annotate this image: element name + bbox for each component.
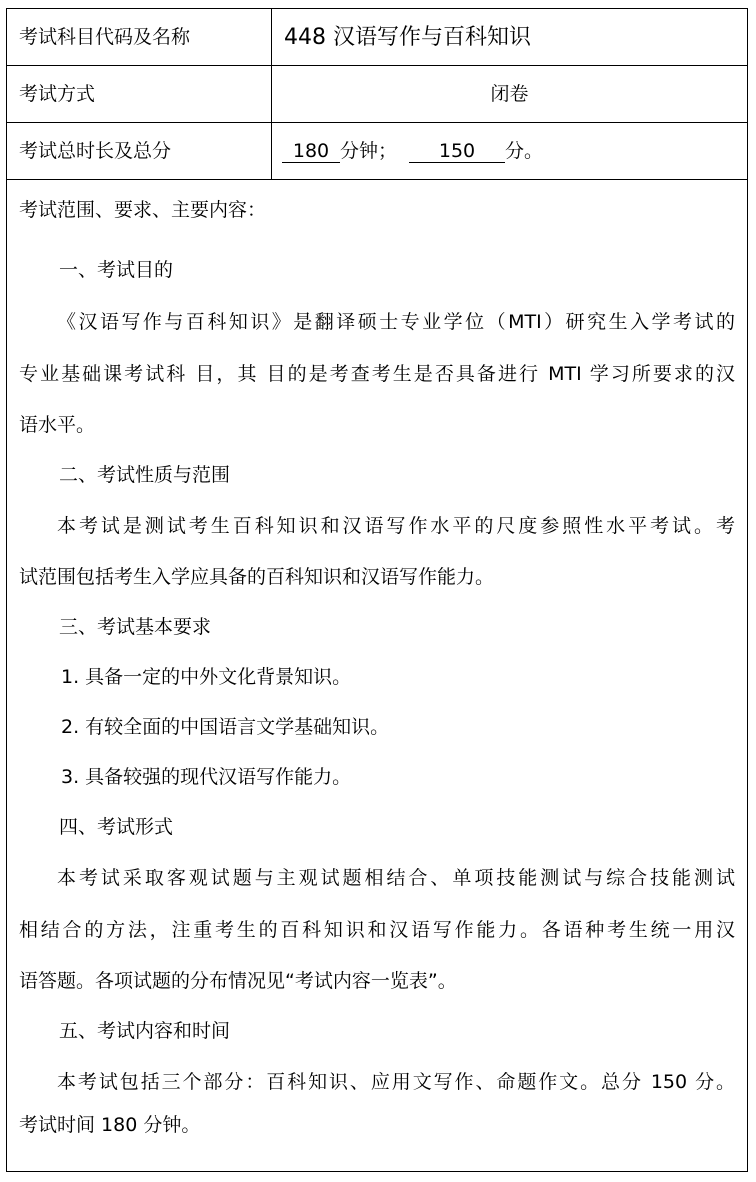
section-5-paragraph-line: 考试时间 180 分钟。 [19, 1114, 201, 1136]
subject-label: 考试科目代码及名称 [7, 9, 272, 65]
exam-info-table [6, 8, 748, 1172]
section-1-title: 一、考试目的 [59, 259, 174, 281]
points-blank: 150 [409, 140, 505, 163]
requirement-item: 2. 有较全面的中国语言文学基础知识。 [61, 716, 390, 738]
section-5-title: 五、考试内容和时间 [59, 1020, 231, 1042]
section-4-paragraph-line: 本考试采取客观试题与主观试题相结合、单项技能测试与综合技能测试 [57, 867, 735, 889]
section-4-paragraph-line: 语答题。各项试题的分布情况见“考试内容一览表”。 [19, 970, 457, 992]
duration-score-value [272, 123, 747, 179]
section-2-title: 二、考试性质与范围 [59, 464, 231, 486]
section-2-paragraph-line: 本考试是测试考生百科知识和汉语写作水平的尺度参照性水平考试。考 [57, 515, 735, 537]
section-3-title: 三、考试基本要求 [59, 616, 212, 638]
minutes-unit: 分钟； [340, 140, 398, 162]
subject-value: 448 汉语写作与百科知识 [284, 25, 531, 50]
section-4-title: 四、考试形式 [59, 816, 174, 838]
duration-score-row [7, 123, 747, 180]
section-4-paragraph-line: 相结合的方法，注重考生的百科知识和汉语写作能力。各语种考生统一用汉 [19, 919, 735, 941]
exam-mode-label: 考试方式 [7, 66, 272, 122]
minutes-blank: 180 [282, 140, 340, 163]
section-1-paragraph-line: 语水平。 [19, 414, 96, 436]
requirement-item: 3. 具备较强的现代汉语写作能力。 [61, 766, 352, 788]
section-5-paragraph-line: 本考试包括三个部分：百科知识、应用文写作、命题作文。总分 150 分。 [57, 1071, 735, 1093]
duration-score-label: 考试总时长及总分 [7, 123, 272, 179]
section-2-paragraph-line: 试范围包括考生入学应具备的百科知识和汉语写作能力。 [19, 566, 495, 588]
content-body [7, 180, 747, 1171]
exam-mode-row [7, 66, 747, 123]
exam-mode-value: 闭卷 [490, 83, 529, 105]
requirement-item: 1. 具备一定的中外文化背景知识。 [61, 666, 352, 688]
subject-row [7, 9, 747, 66]
section-1-paragraph-line: 专业基础课考试科 目，其 目的是考查考生是否具备进行 MTI 学习所要求的汉 [19, 363, 735, 385]
points-unit: 分。 [505, 140, 544, 162]
content-heading: 考试范围、要求、主要内容： [19, 199, 267, 221]
section-1-paragraph-line: 《汉语写作与百科知识》是翻译硕士专业学位（MTI）研究生入学考试的 [57, 311, 735, 333]
